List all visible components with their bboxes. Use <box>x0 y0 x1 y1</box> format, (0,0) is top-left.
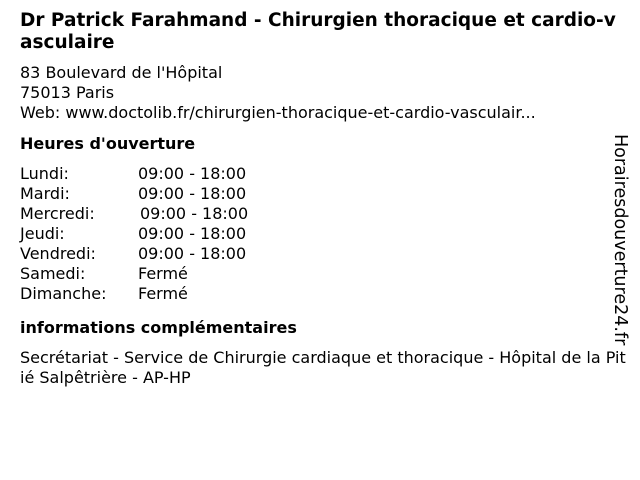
day-label: Vendredi: <box>20 244 96 263</box>
day-hours: 09:00 - 18:00 <box>140 204 249 223</box>
day-hours: 09:00 - 18:00 <box>138 164 247 183</box>
day-hours: Fermé <box>138 284 188 303</box>
day-hours: 09:00 - 18:00 <box>138 244 247 263</box>
day-hours: 09:00 - 18:00 <box>138 184 247 203</box>
day-hours: 09:00 - 18:00 <box>138 224 247 243</box>
day-label: Lundi: <box>20 164 69 183</box>
hours-row-samedi <box>20 264 620 284</box>
website-line <box>20 103 620 123</box>
day-label: Jeudi: <box>20 224 65 243</box>
hours-row-lundi <box>20 164 620 184</box>
address-street: 83 Boulevard de l'Hôpital <box>20 63 223 82</box>
hours-row-dimanche <box>20 284 620 304</box>
hours-list <box>20 164 620 304</box>
hours-row-mercredi <box>20 204 620 224</box>
website-label: Web: <box>20 103 61 122</box>
day-label: Mardi: <box>20 184 70 203</box>
day-label: Dimanche: <box>20 284 107 303</box>
extra-info-text: Secrétariat - Service de Chirurgie cardiaque et thoracique - Hôpital de la Pitié Salpêtrière - AP-HP <box>20 348 626 387</box>
hours-row-jeudi <box>20 224 620 244</box>
day-hours: Fermé <box>138 264 188 283</box>
practice-name: Dr Patrick Farahmand - Chirurgien thoracique et cardio-vasculaire <box>20 10 616 53</box>
hours-row-vendredi <box>20 244 620 264</box>
hours-row-mardi <box>20 184 620 204</box>
extra-info-heading: informations complémentaires <box>20 318 297 337</box>
address-city: 75013 Paris <box>20 83 115 102</box>
address-block <box>20 63 620 123</box>
site-watermark: Horairesdouverture24.fr <box>610 134 630 346</box>
practice-card <box>20 10 626 388</box>
website-link[interactable]: www.doctolib.fr/chirurgien-thoracique-et-cardio-vasculair... <box>65 103 536 122</box>
day-label: Mercredi: <box>20 204 95 223</box>
hours-heading: Heures d'ouverture <box>20 134 196 153</box>
day-label: Samedi: <box>20 264 86 283</box>
